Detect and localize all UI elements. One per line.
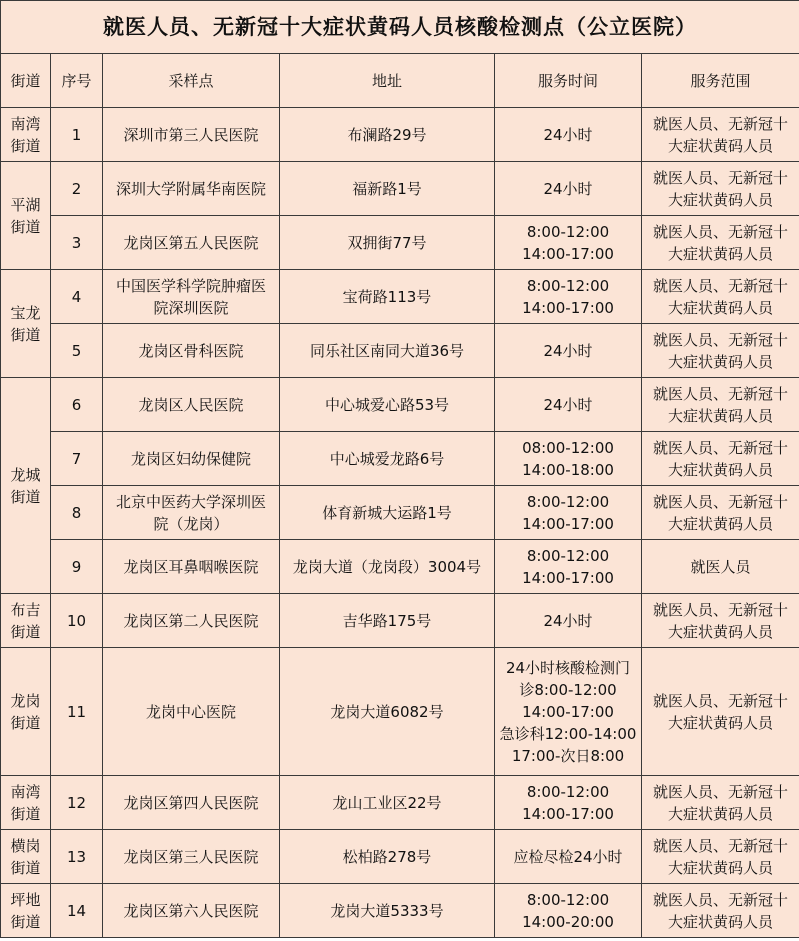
number-cell: 14 [51,884,103,938]
table-row [1,270,799,324]
number-cell: 6 [51,378,103,432]
address-cell: 吉华路175号 [280,594,495,648]
time-cell: 8:00-12:00 14:00-20:00 [495,884,642,938]
header-street: 街道 [1,54,51,108]
time-cell: 应检尽检24小时 [495,830,642,884]
address-cell: 龙山工业区22号 [280,776,495,830]
number-cell: 4 [51,270,103,324]
scope-cell: 就医人员、无新冠十 大症状黄码人员 [642,486,799,540]
time-cell: 24小时 [495,378,642,432]
address-cell: 龙岗大道6082号 [280,648,495,776]
number-cell: 5 [51,324,103,378]
site-cell: 深圳大学附属华南医院 [103,162,280,216]
site-cell: 深圳市第三人民医院 [103,108,280,162]
time-cell: 08:00-12:00 14:00-18:00 [495,432,642,486]
time-cell: 8:00-12:00 14:00-17:00 [495,776,642,830]
table-row [1,884,799,938]
scope-cell: 就医人员、无新冠十 大症状黄码人员 [642,324,799,378]
address-cell: 宝荷路113号 [280,270,495,324]
scope-cell: 就医人员、无新冠十 大症状黄码人员 [642,594,799,648]
time-cell: 24小时 [495,594,642,648]
street-cell: 龙城 街道 [1,378,51,594]
site-cell: 龙岗中心医院 [103,648,280,776]
address-cell: 布澜路29号 [280,108,495,162]
header-address: 地址 [280,54,495,108]
site-cell: 龙岗区第二人民医院 [103,594,280,648]
site-cell: 龙岗区第四人民医院 [103,776,280,830]
site-cell: 龙岗区骨科医院 [103,324,280,378]
table-row [1,830,799,884]
table-row [1,162,799,216]
table-row [1,648,799,776]
site-cell: 龙岗区妇幼保健院 [103,432,280,486]
address-cell: 中心城爱龙路6号 [280,432,495,486]
table-row [1,486,799,540]
time-cell: 8:00-12:00 14:00-17:00 [495,486,642,540]
number-cell: 10 [51,594,103,648]
number-cell: 11 [51,648,103,776]
page-title: 就医人员、无新冠十大症状黄码人员核酸检测点（公立医院） [1,1,799,54]
address-cell: 福新路1号 [280,162,495,216]
number-cell: 8 [51,486,103,540]
table-row [1,594,799,648]
address-cell: 中心城爱心路53号 [280,378,495,432]
scope-cell: 就医人员、无新冠十 大症状黄码人员 [642,108,799,162]
table-row [1,776,799,830]
scope-cell: 就医人员 [642,540,799,594]
site-cell: 龙岗区人民医院 [103,378,280,432]
address-cell: 龙岗大道（龙岗段）3004号 [280,540,495,594]
number-cell: 13 [51,830,103,884]
scope-cell: 就医人员、无新冠十 大症状黄码人员 [642,648,799,776]
scope-cell: 就医人员、无新冠十 大症状黄码人员 [642,162,799,216]
street-cell: 横岗 街道 [1,830,51,884]
site-cell: 龙岗区第五人民医院 [103,216,280,270]
number-cell: 9 [51,540,103,594]
street-cell: 宝龙 街道 [1,270,51,378]
scope-cell: 就医人员、无新冠十 大症状黄码人员 [642,776,799,830]
header-scope: 服务范围 [642,54,799,108]
table-row [1,324,799,378]
table-row [1,432,799,486]
number-cell: 12 [51,776,103,830]
header-number: 序号 [51,54,103,108]
site-cell: 龙岗区第六人民医院 [103,884,280,938]
site-cell: 中国医学科学院肿瘤医 院深圳医院 [103,270,280,324]
number-cell: 3 [51,216,103,270]
street-cell: 平湖 街道 [1,162,51,270]
street-cell: 龙岗 街道 [1,648,51,776]
scope-cell: 就医人员、无新冠十 大症状黄码人员 [642,884,799,938]
street-cell: 南湾 街道 [1,776,51,830]
number-cell: 7 [51,432,103,486]
scope-cell: 就医人员、无新冠十 大症状黄码人员 [642,216,799,270]
address-cell: 体育新城大运路1号 [280,486,495,540]
header-site: 采样点 [103,54,280,108]
time-cell: 8:00-12:00 14:00-17:00 [495,270,642,324]
scope-cell: 就医人员、无新冠十 大症状黄码人员 [642,432,799,486]
street-cell: 坪地 街道 [1,884,51,938]
address-cell: 双拥街77号 [280,216,495,270]
site-cell: 龙岗区第三人民医院 [103,830,280,884]
number-cell: 1 [51,108,103,162]
table-row [1,216,799,270]
table-row [1,540,799,594]
time-cell: 8:00-12:00 14:00-17:00 [495,216,642,270]
street-cell: 布吉 街道 [1,594,51,648]
time-cell: 24小时 [495,162,642,216]
time-cell: 8:00-12:00 14:00-17:00 [495,540,642,594]
header-time: 服务时间 [495,54,642,108]
table-row [1,108,799,162]
time-cell: 24小时 [495,108,642,162]
address-cell: 同乐社区南同大道36号 [280,324,495,378]
address-cell: 龙岗大道5333号 [280,884,495,938]
site-cell: 龙岗区耳鼻咽喉医院 [103,540,280,594]
address-cell: 松柏路278号 [280,830,495,884]
site-cell: 北京中医药大学深圳医 院（龙岗） [103,486,280,540]
header-row [1,54,799,108]
scope-cell: 就医人员、无新冠十 大症状黄码人员 [642,830,799,884]
table-row [1,378,799,432]
time-cell: 24小时核酸检测门 诊8:00-12:00 14:00-17:00 急诊科12:00-14:00 17:00-次日8:00 [495,648,642,776]
time-cell: 24小时 [495,324,642,378]
scope-cell: 就医人员、无新冠十 大症状黄码人员 [642,378,799,432]
number-cell: 2 [51,162,103,216]
street-cell: 南湾 街道 [1,108,51,162]
scope-cell: 就医人员、无新冠十 大症状黄码人员 [642,270,799,324]
